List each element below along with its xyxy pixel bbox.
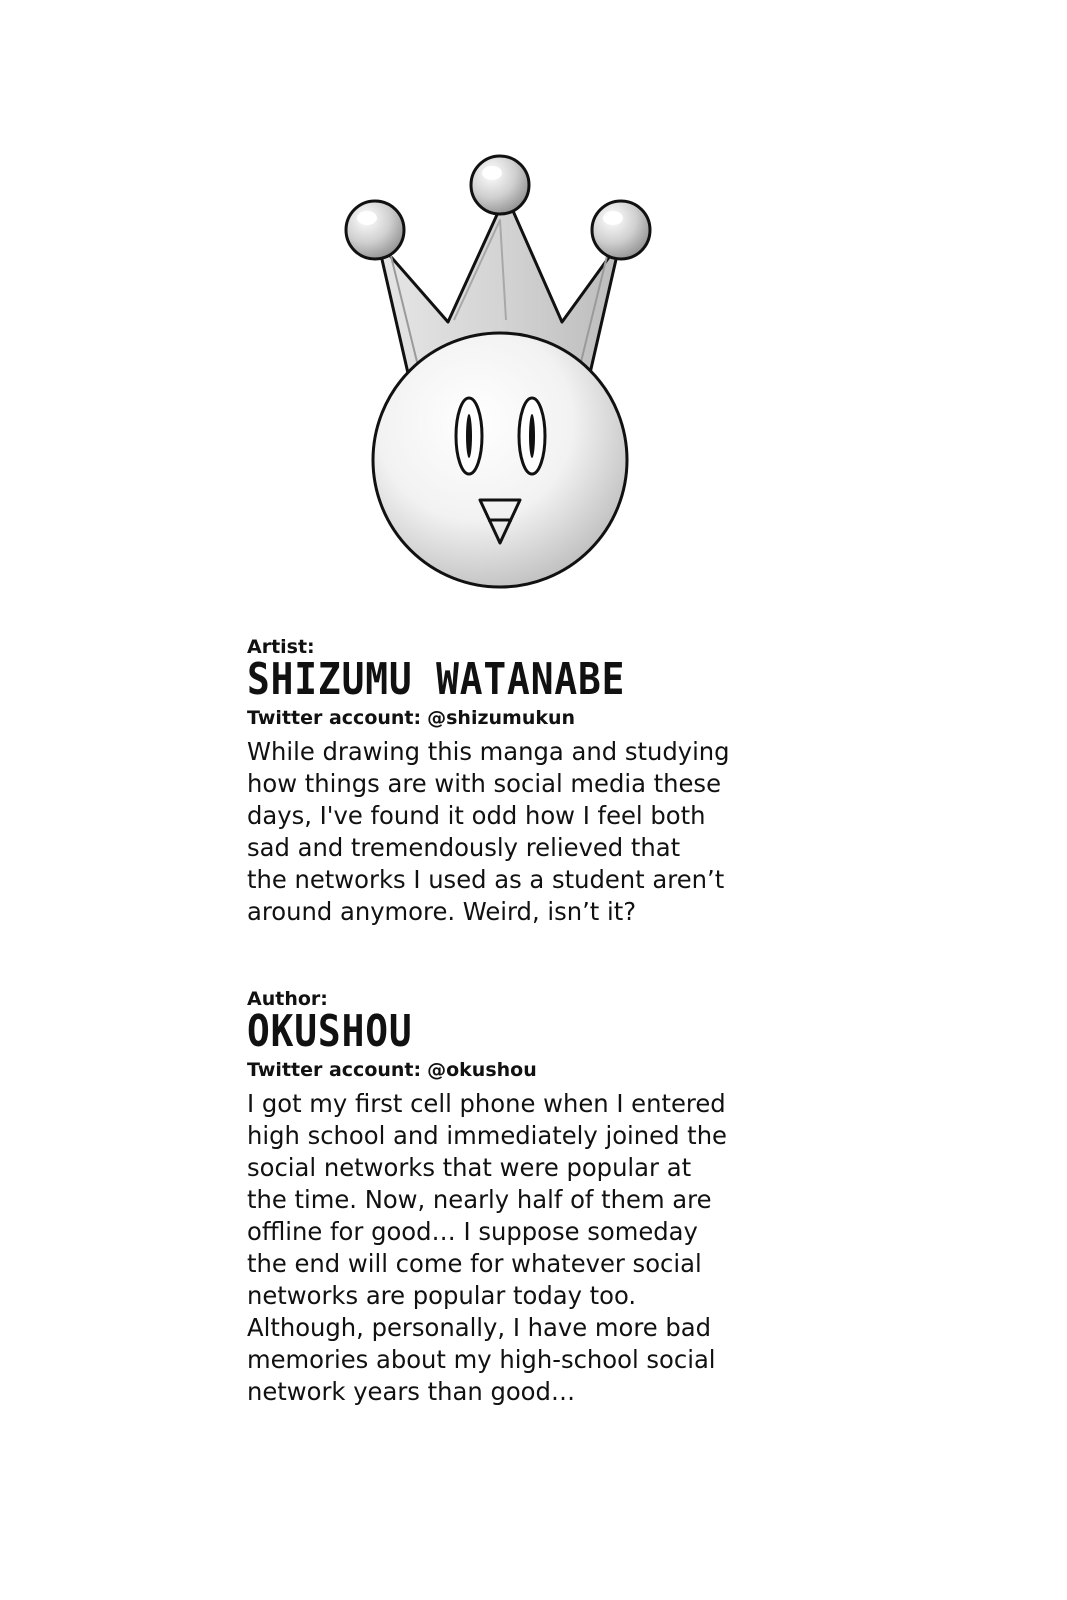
author-role-label: Author: <box>247 988 328 1010</box>
author-section <box>247 988 827 1408</box>
artist-section <box>247 636 827 928</box>
artist-name: SHIZUMU WATANABE <box>247 654 626 705</box>
artist-twitter-line <box>247 706 827 730</box>
author-twitter-label: Twitter account: <box>247 1059 422 1081</box>
artist-twitter-label: Twitter account: <box>247 707 422 729</box>
author-twitter-line <box>247 1058 827 1082</box>
mascot-face <box>373 333 627 587</box>
author-twitter-handle: @okushou <box>427 1059 537 1081</box>
author-name: OKUSHOU <box>247 1006 413 1057</box>
artist-comment: While drawing this manga and studying how things are with social media these days, I've found it odd how I feel both sad and tremendously relieved that the networks I used as a student aren’t around anymore. Weird, isn’t it? <box>247 737 730 926</box>
artist-twitter-handle: @shizumukun <box>427 707 576 729</box>
artist-role-label: Artist: <box>247 636 315 658</box>
crown-mascot-illustration <box>330 150 670 595</box>
author-comment: I got my first cell phone when I entered high school and immediately joined the social networks that were popular at the time. Now, nearly half of them are offline for good… I suppose someday the end will come for whatever social networks are popular today too. Although, personally, I have more bad memories about my high-school social network years than good… <box>247 1089 727 1406</box>
